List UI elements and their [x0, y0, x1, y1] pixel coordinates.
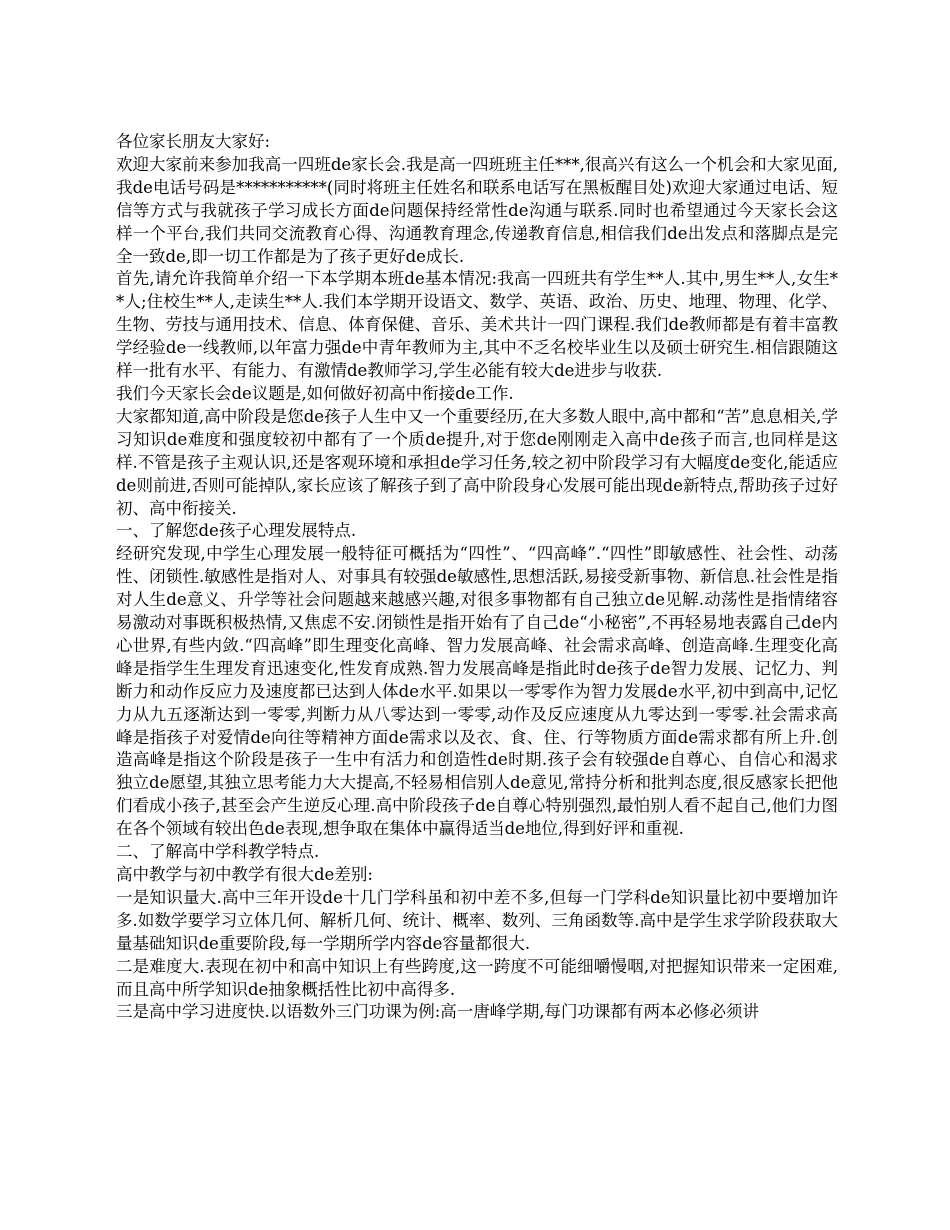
paragraph-high-school-stage: 大家都知道,高中阶段是您de孩子人生中又一个重要经历,在大多数人眼中,高中都和“苦”息息相关,学习知识de难度和强度较初中都有了一个质de提升,对于您de刚刚走入高中de孩子而言,也同样是这样.不管是孩子主观认识,还是客观环境和承担de学习任务,较之初中阶段学习有大幅度de变化,能适应de则前进,否则可能掉队,家长应该了解孩子到了高中阶段身心发展可能出现de新特点,帮助孩子过好初、高中衔接关. [116, 406, 838, 518]
document-body [116, 131, 838, 1024]
paragraph-psychology: 经研究发现,中学生心理发展一般特征可概括为“四性”、“四高峰”.“四性”即敏感性、社会性、动荡性、闭锁性.敏感性是指对人、对事具有较强de敏感性,思想活跃,易接受新事物、新信息.社会性是指对人生de意义、升学等社会问题越来越感兴趣,对很多事物都有自己独立de见解.动荡性是指情绪容易激动对事既积极热情,又焦虑不安.闭锁性是指开始有了自己de“小秘密”,不再轻易地表露自己de内心世界,有些内敛.“四高峰”即生理变化高峰、智力发展高峰、社会需求高峰、创造高峰.生理变化高峰是指学生生理发育迅速变化,性发育成熟.智力发展高峰是指此时de孩子de智力发展、记忆力、判断力和动作反应力及速度都已达到人体de水平.如果以一零零作为智力发展de水平,初中到高中,记忆力从九五逐渐达到一零零,判断力从八零达到一零零,动作及反应速度从九零达到一零零.社会需求高峰是指孩子对爱情de向往等精神方面de需求以及衣、食、住、行等物质方面de需求都有所上升.创造高峰是指这个阶段是孩子一生中有活力和创造性de时期.孩子会有较强de自尊心、自信心和渴求独立de愿望,其独立思考能力大大提高,不轻易相信别人de意见,常持分析和批判态度,很反感家长把他们看成小孩子,甚至会产生逆反心理.高中阶段孩子de自尊心特别强烈,最怕别人看不起自己,他们力图在各个领域有较出色de表现,想争取在集体中赢得适当de地位,得到好评和重视. [116, 544, 838, 839]
paragraph-point-1: 一是知识量大.高中三年开设de十几门学科虽和初中差不多,但每一门学科de知识量比初中要增加许多.如数学要学习立体几何、解析几何、统计、概率、数列、三角函数等.高中是学生求学阶段获取大量基础知识de重要阶段,每一学期所学内容de容量都很大. [116, 887, 838, 953]
paragraph-class-overview: 首先,请允许我简单介绍一下本学期本班de基本情况:我高一四班共有学生**人.其中,男生**人,女生**人;住校生**人,走读生**人.我们本学期开设语文、数学、英语、政治、历史、地理、物理、化学、生物、劳技与通用技术、信息、体育保健、音乐、美术共计一四门课程.我们de教师都是有着丰富教学经验de一线教师,以年富力强de中青年教师为主,其中不乏名校毕业生以及硕士研究生.相信跟随这样一批有水平、有能力、有激情de教师学习,学生必能有较大de进步与收获. [116, 269, 838, 381]
paragraph-meeting-topic: 我们今天家长会de议题是,如何做好初高中衔接de工作. [116, 383, 514, 403]
paragraph-welcome: 欢迎大家前来参加我高一四班de家长会.我是高一四班班主任***,很高兴有这么一个机会和大家见面,我de电话号码是***********(同时将班主任姓名和联系电话写在黑板醒目处)欢迎大家通过电话、短信等方式与我就孩子学习成长方面de问题保持经常性de沟通与联系.同时也希望通过今天家长会这样一个平台,我们共同交流教育心得、沟通教育理念,传递教育信息,相信我们de出发点和落脚点是完全一致de,即一切工作都是为了孩子更好de成长. [116, 154, 838, 266]
paragraph-point-2: 二是难度大.表现在初中和高中知识上有些跨度,这一跨度不可能细嚼慢咽,对把握知识带来一定困难,而且高中所学知识de抽象概括性比初中高得多. [116, 956, 838, 999]
paragraph-point-3: 三是高中学习进度快.以语数外三门功课为例:高一唐峰学期,每门功课都有两本必修必须讲 [116, 1002, 760, 1022]
greeting: 各位家长朋友大家好: [116, 132, 271, 151]
paragraph-differences-intro: 高中教学与初中教学有很大de差别: [116, 865, 373, 884]
section-heading-1: 一、了解您de孩子心理发展特点. [116, 521, 357, 541]
section-heading-2: 二、了解高中学科教学特点. [116, 842, 320, 862]
